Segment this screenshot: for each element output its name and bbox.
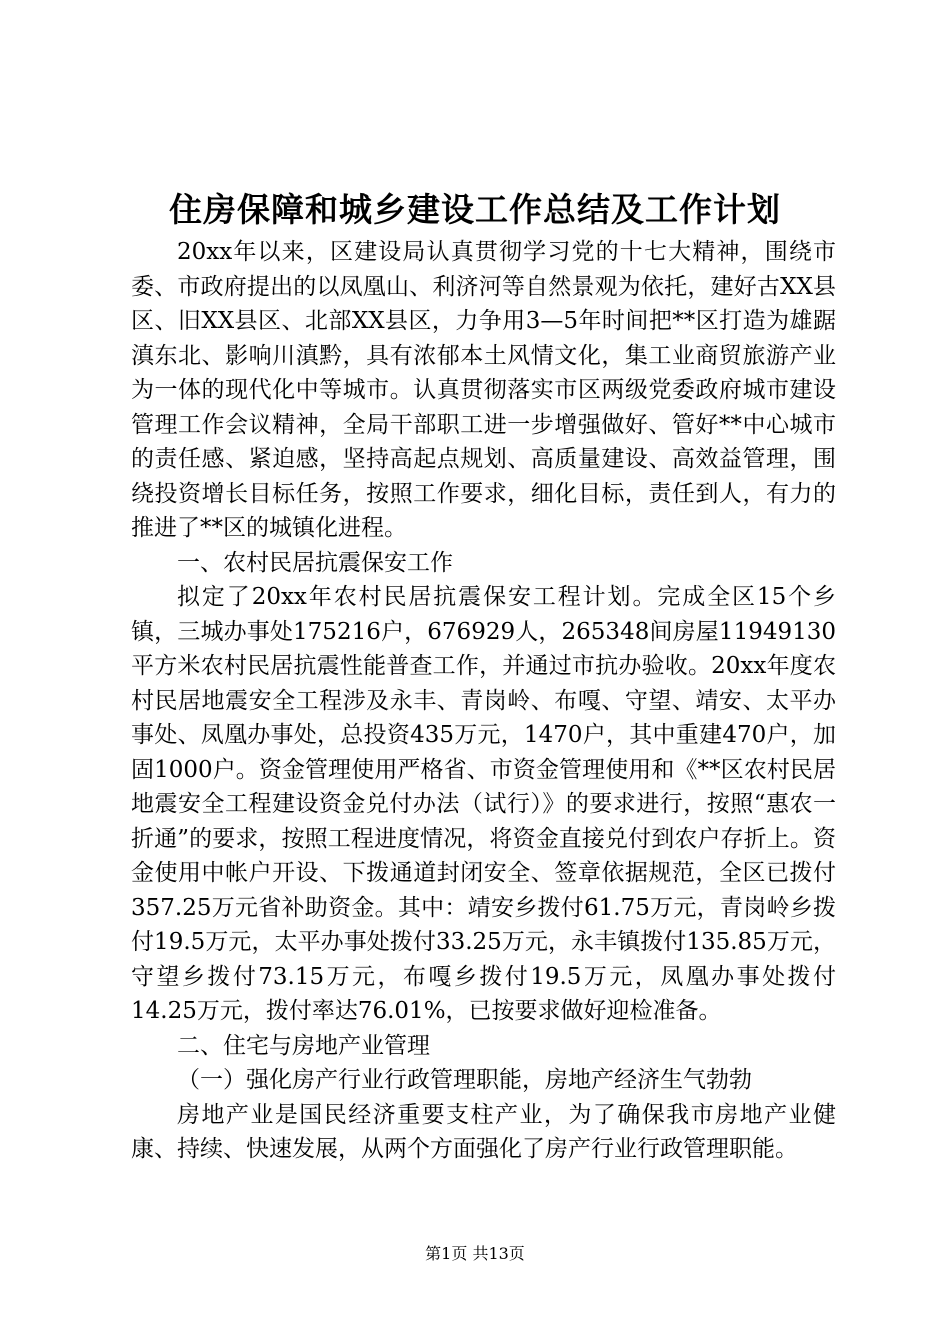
document-title: 住房保障和城乡建设工作总结及工作计划 [169,190,781,229]
subsection-heading-2-1: （一）强化房产行业行政管理职能，房地产经济生气勃勃 [177,1067,752,1093]
section-heading-1: 一、农村民居抗震保安工作 [177,549,453,576]
section-1-paragraph: 拟定了20xx年农村民居抗震保安工程计划。完成全区15个乡镇，三城办事处175216户，676929人，265348间房屋11949130平方米农村民居抗震性能普查工作，并通过市抗办验收。20xx年度农村民居地震安全工程涉及永丰、青岗岭、布嘎、守望、靖安、太平办事处、凤凰办事处，总投资435万元，1470户，其中重建470户，加固1000户。资金管理使用严格省、市资金管理使用和《**区农村民居地震安全工程建设资金兑付办法（试行）》的要求进行，按照“惠农一折通”的要求，按照工程进度情况，将资金直接兑付到农户存折上。资金使用中帐户开设、下拨通道封闭安全、签章依据规范，全区已拨付357.25万元省补助资金。其中：靖安乡拨付61.75万元，青岗岭乡拨付19.5万元，太平办事处拨付33.25万元，永丰镇拨付135.85万元，守望乡拨付73.15万元，布嘎乡拨付19.5万元，凤凰办事处拨付14.25万元，拨付率达76.01%，已按要求做好迎检准备。 [131,584,836,1024]
document-body [131,235,836,1167]
section-heading-2: 二、住宅与房地产业管理 [177,1032,430,1059]
intro-paragraph: 20xx年以来，区建设局认真贯彻学习党的十七大精神，围绕市委、市政府提出的以凤凰山、利济河等自然景观为依托，建好古XX县区、旧XX县区、北部XX县区，力争用3—5年时间把**区打造为雄踞滇东北、影响川滇黔，具有浓郁本土风情文化，集工业商贸旅游产业为一体的现代化中等城市。认真贯彻落实市区两级党委政府城市建设管理工作会议精神，全局干部职工进一步增强做好、管好**中心城市的责任感、紧迫感，坚持高起点规划、高质量建设、高效益管理，围绕投资增长目标任务，按照工作要求，细化目标，责任到人，有力的推进了**区的城镇化进程。 [131,239,836,541]
subsection-2-1-paragraph: 房地产业是国民经济重要支柱产业，为了确保我市房地产业健康、持续、快速发展，从两个方面强化了房产行业行政管理职能。 [131,1101,836,1162]
page-number-footer: 第1页 共13页 [425,1244,525,1263]
